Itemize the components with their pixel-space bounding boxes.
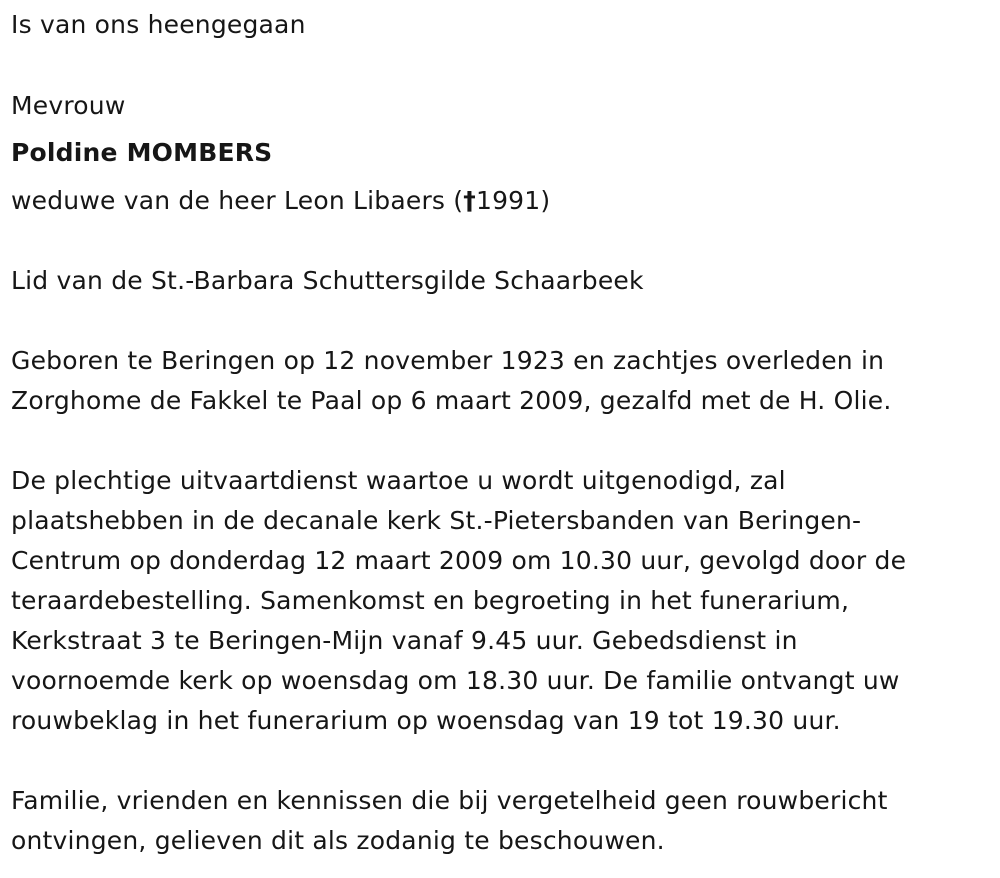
cross-icon: † [463,186,476,215]
birth-death-line: Zorghome de Fakkel te Paal op 6 maart 2009, gezalfd met de H. Olie. [11,386,892,415]
widow-line [11,186,550,216]
widow-year: 1991) [475,186,551,215]
funeral-line: rouwbeklag in het funerarium op woensdag van 19 tot 19.30 uur. [11,706,841,735]
funeral-line: plaatshebben in de decanale kerk St.-Pietersbanden van Beringen- [11,506,862,535]
funeral-line: voornoemde kerk op woensdag om 18.30 uur. De familie ontvangt uw [11,666,900,695]
closing-line: ontvingen, gelieven dit als zodanig te beschouwen. [11,826,665,855]
widow-prefix: weduwe van de heer Leon Libaers ( [11,186,464,215]
funeral-line: Kerkstraat 3 te Beringen-Mijn vanaf 9.45 uur. Gebedsdienst in [11,626,798,655]
deceased-name: Poldine MOMBERS [11,138,273,167]
intro-text: Is van ons heengegaan [11,10,306,39]
membership-text: Lid van de St.-Barbara Schuttersgilde Schaarbeek [11,266,644,295]
funeral-line: teraardebestelling. Samenkomst en begroeting in het funerarium, [11,586,850,615]
funeral-line: De plechtige uitvaartdienst waartoe u wordt uitgenodigd, zal [11,466,786,495]
closing-line: Familie, vrienden en kennissen die bij vergetelheid geen rouwbericht [11,786,888,815]
funeral-line: Centrum op donderdag 12 maart 2009 om 10.30 uur, gevolgd door de [11,546,907,575]
salutation: Mevrouw [11,91,126,120]
birth-death-line: Geboren te Beringen op 12 november 1923 en zachtjes overleden in [11,346,885,375]
